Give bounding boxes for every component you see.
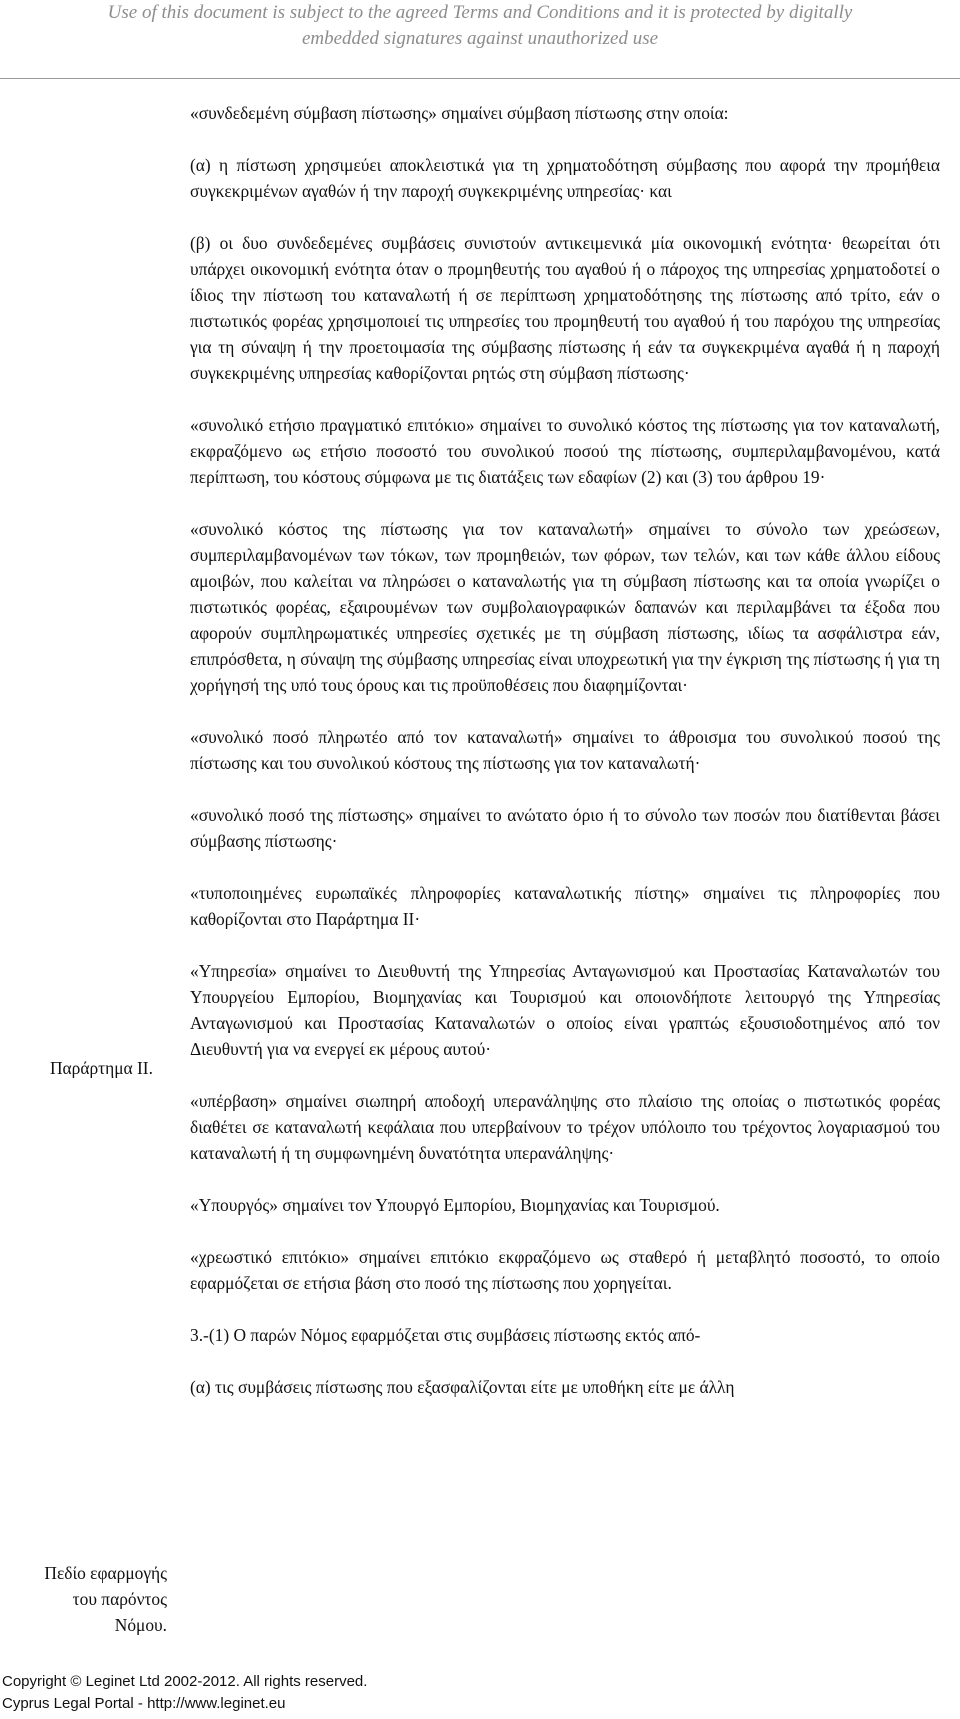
portal-line: Cyprus Legal Portal - http://www.leginet.eu xyxy=(2,1695,286,1712)
margin-note-annex: Παράρτημα ΙΙ. xyxy=(50,1058,153,1078)
linked-credit-condition-a: (α) η πίστωση χρησιμεύει αποκλειστικά για τη χρηματοδότηση σύμβασης που αφορά την προμήθεια συγκεκριμένων αγαθών ή την παροχή συγκεκριμένης υπηρεσίας· και xyxy=(190,155,940,201)
margin-note-scope-line-2: του παρόντος xyxy=(72,1589,167,1609)
section-3-item-a: (α) τις συμβάσεις πίστωσης που εξασφαλίζονται είτε με υποθήκη είτε με άλλη xyxy=(190,1377,735,1397)
protection-notice-header xyxy=(0,0,960,79)
definition-overrun: «υπέρβαση» σημαίνει σιωπηρή αποδοχή υπερανάληψης στο πλαίσιο της οποίας ο πιστωτικός φορέας διαθέτει σε καταναλωτή κεφάλαια που υπερβαίνουν το τρέχον υπόλοιπο του τρέχοντος λογαριασμού του καταναλωτή ή τη συμφωνημένη δυνατότητα υπερανάληψης· xyxy=(190,1091,940,1163)
margin-note-scope-line-3: Νόμου. xyxy=(114,1615,167,1635)
copyright-line: Copyright © Leginet Ltd 2002-2012. All rights reserved. xyxy=(2,1673,368,1690)
margin-note-scope-line-1: Πεδίο εφαρμογής xyxy=(44,1563,167,1583)
protection-notice-line-2: embedded signatures against unauthorized use xyxy=(301,28,659,49)
definition-total-amount: «συνολικό ποσό της πίστωσης» σημαίνει το ανώτατο όριο ή το σύνολο των ποσών που διατίθενται βάσει σύμβασης πίστωσης· xyxy=(190,805,940,851)
definition-linked-credit: «συνδεδεμένη σύμβαση πίστωσης» σημαίνει σύμβαση πίστωσης στην οποία: xyxy=(190,103,729,123)
copyright-footer xyxy=(2,1671,367,1715)
definition-secci: «τυποποιημένες ευρωπαϊκές πληροφορίες καταναλωτικής πίστης» σημαίνει τις πληροφορίες που καθορίζονται στο Παράρτημα ΙΙ· xyxy=(190,883,940,929)
definition-borrowing-rate: «χρεωστικό επιτόκιο» σημαίνει επιτόκιο εκφραζόμενο ως σταθερό ή μεταβλητό ποσοστό, το οποίο εφαρμόζεται σε ετήσια βάση στο ποσό της πίστωσης που χορηγείται. xyxy=(190,1247,940,1293)
linked-credit-condition-b: (β) οι δυο συνδεδεμένες συμβάσεις συνιστούν αντικειμενικά μία οικονομική ενότητα· θεωρείται ότι υπάρχει οικονομική ενότητα όταν ο προμηθευτής του αγαθού ή ο πάροχος της υπηρεσίας χρηματοδοτεί ο ίδιος την πίστωση του καταναλωτή ή σε περίπτωση χρηματοδότησης της πίστωσης από τρίτο, εάν ο πιστωτικός φορέας χρησιμοποιεί τις υπηρεσίες του προμηθευτή του αγαθού ή του παρόχου της υπηρεσίας για τη σύναψη ή την προετοιμασία της σύμβασης πίστωσης ή εάν τα συγκεκριμένα αγαθά ή η παροχή συγκεκριμένης υπηρεσίας καθορίζονται ρητώς στη σύμβαση πίστωσης· xyxy=(190,233,940,383)
document-body xyxy=(190,100,940,1400)
protection-notice-line-1: Use of this document is subject to the agreed Terms and Conditions and it is protected by digitally xyxy=(107,2,853,23)
section-3-scope: 3.-(1) Ο παρών Νόμος εφαρμόζεται στις συμβάσεις πίστωσης εκτός από- xyxy=(190,1325,701,1345)
definition-apr: «συνολικό ετήσιο πραγματικό επιτόκιο» σημαίνει το συνολικό κόστος της πίστωσης για τον καταναλωτή, εκφραζόμενο ως ετήσιο ποσοστό του συνολικού ποσού της πίστωσης, συμπεριλαμβανομένου, κατά περίπτωση, του κόστους σύμφωνα με τις διατάξεις των εδαφίων (2) και (3) του άρθρου 19· xyxy=(190,415,940,487)
definition-minister: «Υπουργός» σημαίνει τον Υπουργό Εμπορίου, Βιομηχανίας και Τουρισμού. xyxy=(190,1195,720,1215)
definition-total-cost: «συνολικό κόστος της πίστωσης για τον καταναλωτή» σημαίνει το σύνολο των χρεώσεων, συμπεριλαμβανομένων των τόκων, των προμηθειών, των φόρων, των τελών, και των κάθε άλλου είδους αμοιβών, που καλείται να πληρώσει ο καταναλωτής για τη σύμβαση πίστωσης και τα οποία γνωρίζει ο πιστωτικός φορέας, εξαιρουμένων των συμβολαιογραφικών δαπανών και περιλαμβάνει τα έξοδα που αφορούν συμπληρωματικές υπηρεσίες σχετικές με τη σύμβαση πίστωσης, ιδίως τα ασφάλιστρα εάν, επιπρόσθετα, η σύναψη της σύμβασης υπηρεσίας είναι υποχρεωτική για την έγκριση της πίστωσης ή για τη χορήγησή της υπό τους όρους και τις προϋποθέσεις που διαφημίζονται· xyxy=(190,519,940,695)
margin-note-scope xyxy=(17,1560,167,1638)
definition-service: «Υπηρεσία» σημαίνει το Διευθυντή της Υπηρεσίας Ανταγωνισμού και Προστασίας Καταναλωτών του Υπουργείου Εμπορίου, Βιομηχανίας και Τουρισμού και οποιονδήποτε λειτουργό της Υπηρεσίας Ανταγωνισμού και Προστασίας Καταναλωτών ο οποίος είναι γραπτώς εξουσιοδοτημένος από τον Διευθυντή για να ενεργεί εκ μέρους αυτού· xyxy=(190,961,940,1059)
definition-total-payable: «συνολικό ποσό πληρωτέο από τον καταναλωτή» σημαίνει το άθροισμα του συνολικού ποσού της πίστωσης και του συνολικού κόστους της πίστωσης για τον καταναλωτή· xyxy=(190,727,940,773)
